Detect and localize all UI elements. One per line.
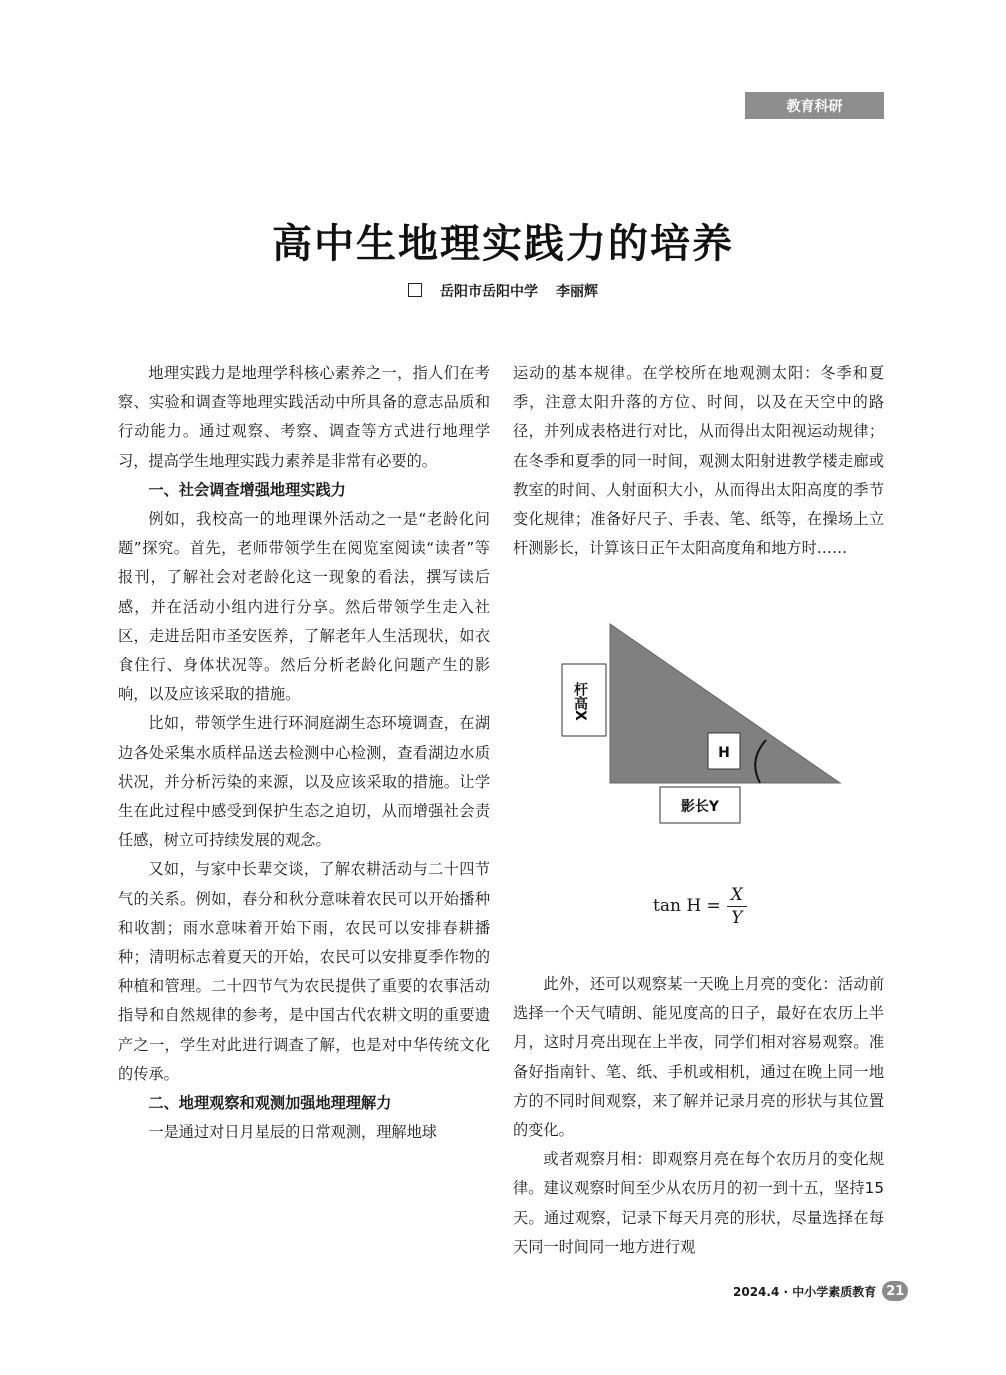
- page-number: 21: [882, 1281, 908, 1301]
- pole-label: 杆高X: [572, 682, 588, 721]
- paragraph-continued: 运动的基本规律。在学校所在地观测太阳：冬季和夏季，注意太阳升落的方位、时间，以及在天空中的路径，并列成表格进行对比，从而得出太阳视运动规律；在冬季和夏季的同一时间，观测太阳射进教学楼走廊或教室的时间、人射面积大小，从而得出太阳高度的季节变化规律；准备好尺子、手表、笔、纸等，在操场上立杆测影长，计算该日正午太阳高度角和地方时……: [513, 364, 884, 558]
- article-title: 高中生地理实践力的培养: [272, 220, 734, 267]
- affiliation: 岳阳市岳阳中学: [440, 284, 538, 300]
- paragraph: 一是通过对日月星辰的日常观测，理解地球: [148, 1123, 437, 1142]
- section-heading-2: 二、地理观察和观测加强地理理解力: [148, 1094, 392, 1113]
- author: 李丽辉: [556, 284, 598, 300]
- paragraph: 此外，还可以观察某一天晚上月亮的变化：活动前选择一个天气晴朗、能见度高的日子，最好在农历上半月，这时月亮出现在上半夜，同学们相对容易观察。准备好指南针、笔、纸、手机或相机，通过在晚上同一地方的不同时间观察，来了解并记录月亮的形状与其位置的变化。: [513, 975, 884, 1140]
- formula-lhs: tan H =: [653, 896, 721, 916]
- formula-numerator: X: [727, 884, 747, 907]
- paragraph: 或者观察月相：即观察月亮在每个农历月的变化规律。建议观察时间至少从农历月的初一到十五，坚持15天。通过观察，记录下每天月亮的形状，尽量选择在每天同一时间同一地方进行观: [513, 1150, 884, 1256]
- page-footer: [733, 1281, 908, 1301]
- square-icon: [408, 283, 422, 297]
- paragraph: 比如，带领学生进行环洞庭湖生态环境调查，在湖边各处采集水质样品送去检测中心检测，查看湖边水质状况，并分析污染的来源，以及应该采取的措施。让学生在此过程中感受到保护生态之迫切，从而增强社会责任感，树立可持续发展的观念。: [118, 714, 490, 850]
- paragraph-intro: 地理实践力是地理学科核心素养之一，指人们在考察、实验和调查等地理实践活动中所具备的意志品质和行动能力。通过观察、考察、调查等方式进行地理学习，提高学生地理实践力素养是非常有必要的。: [118, 364, 490, 470]
- byline: [0, 281, 1006, 301]
- section-tag: 教育科研: [745, 92, 884, 119]
- paragraph: 又如，与家中长辈交谈，了解农耕活动与二十四节气的关系。例如，春分和秋分意味着农民可以开始播种和收割；雨水意味着开始下雨，农民可以安排春耕播种；清明标志着夏天的开始，农民可以安排夏季作物的种植和管理。二十四节气为农民提供了重要的农事活动指导和自然规律的参考，是中国古代农耕文明的重要遗产之一，学生对此进行调查了解，也是对中华传统文化的传承。: [118, 860, 490, 1083]
- right-column-top: [513, 359, 884, 563]
- formula-fraction: [727, 884, 747, 929]
- section-heading-1: 一、社会调查增强地理实践力: [148, 480, 346, 499]
- shadow-triangle-diagram: [560, 622, 850, 832]
- formula-denominator: Y: [731, 907, 743, 928]
- paragraph: 例如，我校高一的地理课外活动之一是“老龄化问题”探究。首先，老师带领学生在阅览室阅读“读者”等报刊，了解社会对老龄化这一现象的看法，撰写读后感，并在活动小组内进行分享。然后带领学生走入社区，走进岳阳市圣安医养，了解老年人生活现状，如衣食住行、身体状况等。然后分析老龄化问题产生的影响，以及应该采取的措施。: [118, 510, 490, 704]
- right-column-bottom: [513, 970, 884, 1262]
- issue-info: 2024.4 · 中小学素质教育: [733, 1284, 877, 1299]
- shadow-label: 影长Y: [680, 799, 720, 815]
- left-column: [118, 359, 490, 1147]
- angle-label: H: [718, 745, 730, 761]
- tangent-formula: [653, 876, 763, 936]
